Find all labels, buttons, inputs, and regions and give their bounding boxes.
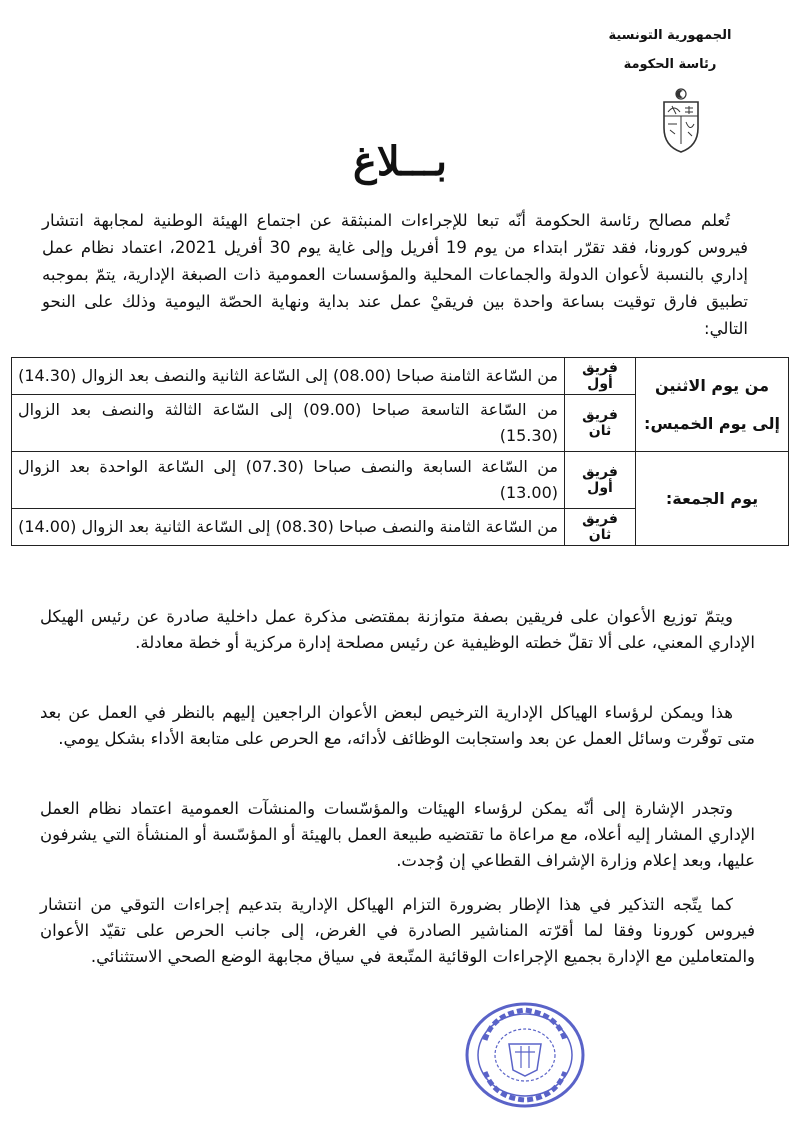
work-schedule-table (11, 357, 789, 546)
time-cell: من السّاعة السابعة والنصف صباحا (07.30) إلى السّاعة الواحدة بعد الزوال (13.00) (12, 452, 565, 509)
page-title: بـــلاغ (352, 138, 448, 185)
time-cell: من السّاعة التاسعة صباحا (09.00) إلى السّاعة الثالثة والنصف بعد الزوال (15.30) (12, 395, 565, 452)
team-cell: فريق ثان (565, 509, 636, 546)
document-header (600, 28, 740, 72)
country-name: الجمهورية التونسية (608, 28, 732, 43)
team-cell: فريق أول (565, 358, 636, 395)
paragraph-text: هذا ويمكن لرؤساء الهياكل الإدارية الترخيص لبعض الأعوان الراجعين إليهم بالنظر في العمل عن بعد متى توفّرت وسائل العمل عن بعد واستجابت الوظائف لأدائه، مع الحرص على متابعة الأداء بشكل يومي. (40, 703, 755, 748)
body-paragraph (40, 700, 755, 752)
time-cell: من السّاعة الثامنة والنصف صباحا (08.30) إلى السّاعة الثانية بعد الزوال (14.00) (12, 509, 565, 546)
team-cell: فريق أول (565, 452, 636, 509)
day-range-cell: من يوم الاثنين إلى يوم الخميس: (636, 358, 789, 452)
team-cell: فريق ثان (565, 395, 636, 452)
paragraph-text: ويتمّ توزيع الأعوان على فريقين بصفة متوازنة بمقتضى مذكرة عمل داخلية صادرة عن رئيس الهيكل الإداري المعني، على ألا تقلّ خطته الوظيفية عن رئيس مصلحة إدارة مركزية أو خطة معادلة. (40, 607, 755, 652)
body-paragraph (40, 892, 755, 970)
official-stamp-icon (463, 1000, 588, 1110)
intro-paragraph (42, 207, 748, 342)
table-row (12, 452, 789, 509)
office-name: رئاسة الحكومة (623, 57, 717, 72)
day-range-cell: يوم الجمعة: (636, 452, 789, 546)
time-cell: من السّاعة الثامنة صباحا (08.00) إلى السّاعة الثانية والنصف بعد الزوال (14.30) (12, 358, 565, 395)
paragraph-text: وتجدر الإشارة إلى أنّه يمكن لرؤساء الهيئات والمؤسّسات والمنشآت العمومية اعتماد نظام العمل الإداري المشار إليه أعلاه، مع مراعاة ما تقتضيه طبيعة العمل بالهيئة أو المؤسّسة أو المنشأة التي يشرفون عليها، وبعد إعلام وزارة الإشراف القطاعي إن وُجدت. (40, 799, 755, 870)
intro-text: تُعلم مصالح رئاسة الحكومة أنّه تبعا للإجراءات المنبثقة عن اجتماع الهيئة الوطنية لمجابهة انتشار فيروس كورونا، فقد تقرّر ابتداء من يوم 19 أفريل وإلى غاية يوم 30 أفريل 2021، اعتماد نظام عمل إداري بالنسبة لأعوان الدولة والجماعات المحلية والمؤسسات العمومية ذات الصبغة الإدارية، يتمّ بموجبه تطبيق فارق توقيت بساعة واحدة بين فريقيْ عمل عند بداية ونهاية الحصّة اليومية وذلك على النحو التالي: (42, 211, 748, 338)
paragraph-text: كما يتّجه التذكير في هذا الإطار بضرورة التزام الهياكل الإدارية بتدعيم إجراءات التوقي من انتشار فيروس كورونا وفقا لما أقرّته المناشير الصادرة في الغرض، إلى جانب الحرص على تقيّد الأعوان والمتعاملين مع الإدارة بجميع الإجراءات الوقائية المتّبعة في سياق مجابهة الوضع الصحي الاستثنائي. (40, 895, 755, 966)
body-paragraph (40, 604, 755, 656)
table-row (12, 358, 789, 395)
body-paragraph (40, 796, 755, 874)
